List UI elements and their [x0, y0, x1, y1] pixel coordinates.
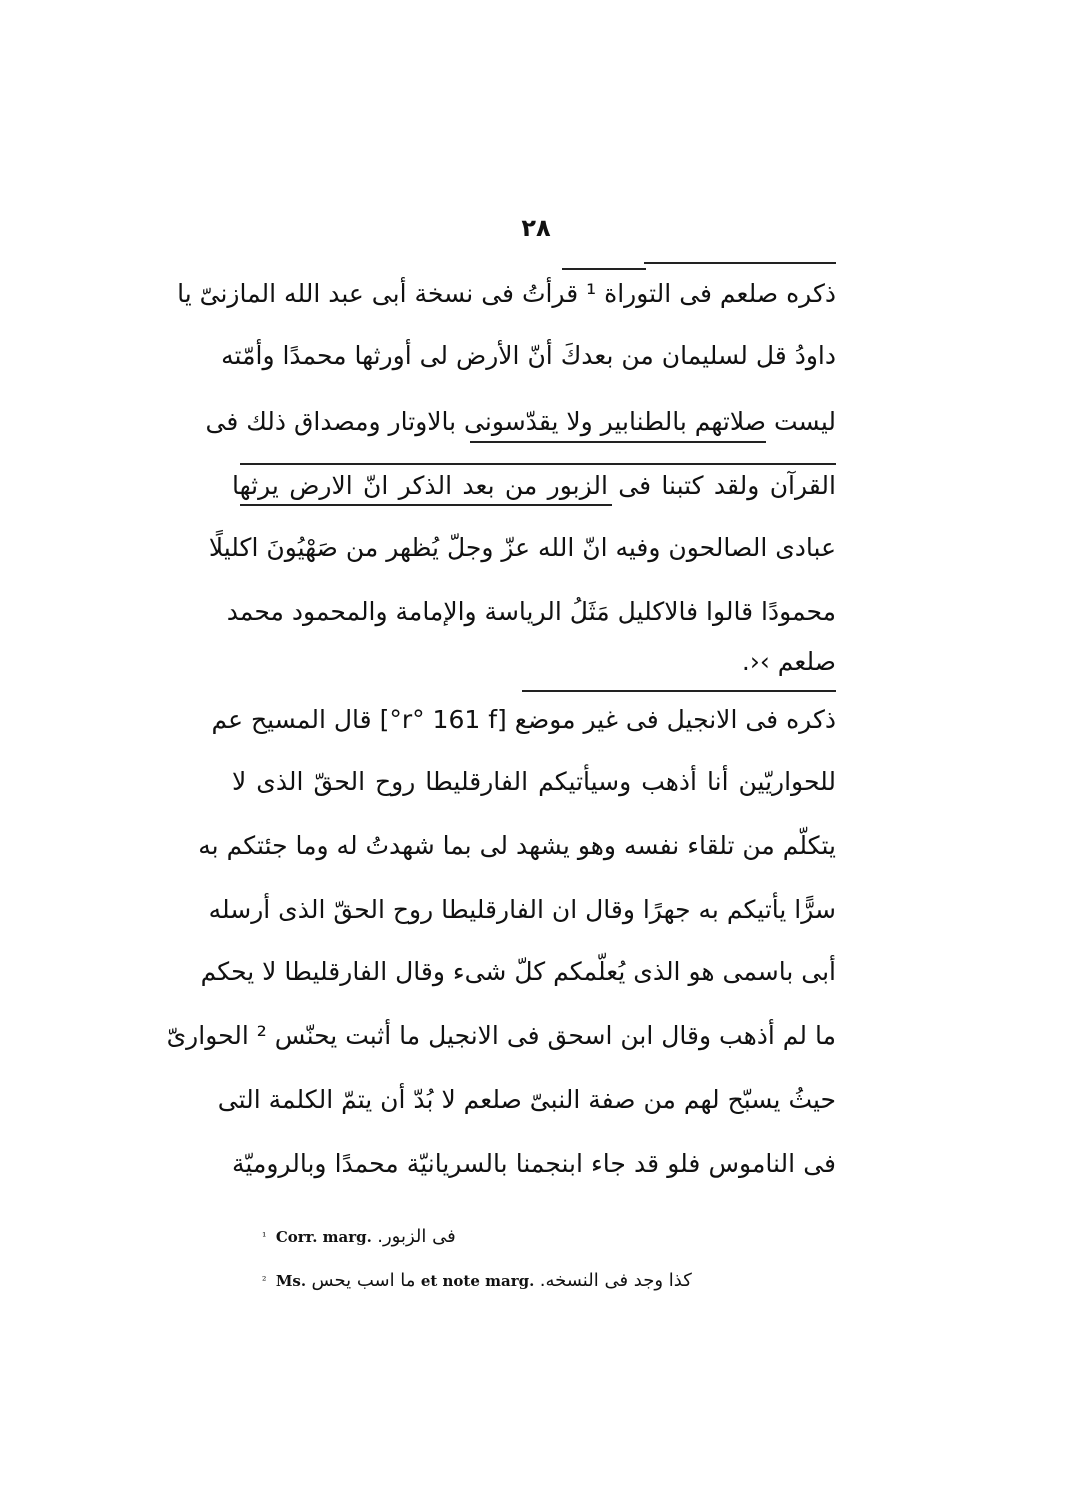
text-line: حيثُ يسبّح لهم من صفة النبىّ صلعم لا بُدّ أن يتمّ الكلمة التى [217, 1085, 836, 1114]
text-line: محمودًا قالوا فالاكليل مَثَلُ الرياسة والإمامة والمحمود محمد [226, 597, 836, 626]
text-line: ليست صلاتهم بالطنابير ولا يقدّسونى بالاوتار ومصداق ذلك فى [205, 407, 836, 436]
text-line: ذكره فى الانجيل فى غير موضع [r° 161 f°] قال المسيح عم [211, 705, 836, 734]
footnote-arabic: ما اسب يحس [311, 1270, 416, 1291]
text-line: ما لم أذهب وقال ابن اسحق فى الانجيل ما أثبت يحنّس ² الحوارىّ [166, 1021, 836, 1050]
text-line: عبادى الصالحون وفيه انّ الله عزّ وجلّ يُظهر من صَهْيُونَ اكليلًا [208, 533, 836, 562]
text-line: القرآن ولقد كتبنا فى الزبور من بعد الذكر انّ الارض يرثها [232, 471, 836, 500]
footnote-2 [262, 1266, 692, 1296]
footnote-latin-after: et note marg. [420, 1272, 535, 1290]
footnote-mark: ¹ [262, 1230, 267, 1243]
footnote-mark: ² [262, 1274, 267, 1287]
text-line: فى الناموس فلو قد جاء ابنجمنا بالسريانيّة محمدًا وبالروميّة [232, 1149, 836, 1178]
section-rule-mid [522, 690, 836, 692]
header-rule [644, 262, 836, 264]
footnote-arabic: فى الزبور. [377, 1226, 456, 1247]
text-line: سرًّا يأتيكم به جهرًا وقال ان الفارقليطا روح الحقّ الذى أرسله [208, 895, 836, 924]
text-line: ذكره صلعم فى التوراة ¹ قرأتُ فى نسخة أبى عبد الله المازنىّ يا [177, 279, 836, 308]
text-line: صلعم ›‹. [741, 647, 836, 676]
footnote-latin: Corr. marg. [275, 1228, 372, 1246]
text-line: يتكلّم من تلقاء نفسه وهو يشهد لى بما شهدتُ له وما جئتكم به [198, 831, 836, 860]
footnote-arabic-after: كذا وجد فى النسخه. [539, 1270, 692, 1291]
footnote-latin: Ms. [275, 1272, 307, 1290]
text-line: داودُ قل لسليمان من بعدكَ أنّ الأرض لى أورثها محمدًا وأمّته [221, 341, 836, 370]
footnote-1 [262, 1222, 456, 1252]
page-number: ٢٨ [521, 214, 551, 242]
text-line: للحواريّين أنا أذهب وسيأتيكم الفارقليطا روح الحقّ الذى لا [232, 767, 836, 796]
text-line: أبى باسمى هو الذى يُعلّمكم كلّ شىء وقال الفارقليطا لا يحكم [200, 957, 836, 986]
